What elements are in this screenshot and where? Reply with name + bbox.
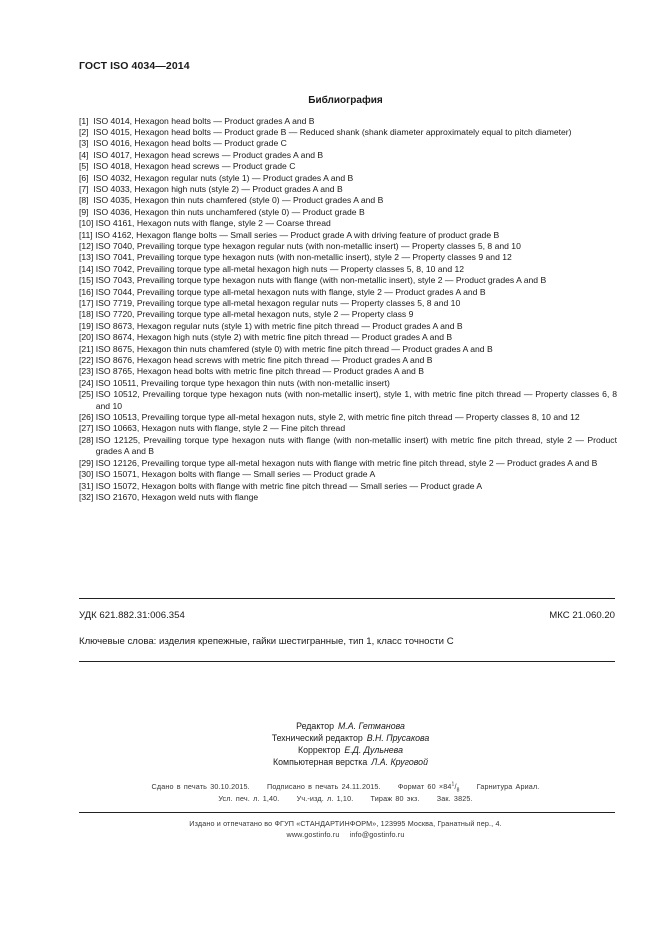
bibliography-item [79,412,617,423]
bibliography-item-text: ISO 4161, Hexagon nuts with flange, style 2 — Coarse thread [95,218,331,229]
bibliography-item-number: [1] [79,115,94,126]
bibliography-item-number: [10] [79,218,96,229]
bibliography-item-number: [26] [79,412,96,423]
divider-top [79,598,615,599]
bibliography-item-text: ISO 10511, Prevailing torque type hexagon thin nuts (with non-metallic insert) [95,377,390,388]
bibliography-item-number: [9] [79,206,94,217]
mks-code: МКС 21.060.20 [549,610,615,621]
bibliography-item-text: ISO 10513, Prevailing torque type all-metal hexagon nuts, style 2, with metric fine pitch thread — Property classes 8, 10 and 12 [95,412,580,423]
document-code: ГОСТ ISO 4034—2014 [79,60,190,72]
bibliography-item [79,469,617,480]
bibliography-item [79,173,617,184]
bibliography-item [79,230,617,241]
bibliography-item-number: [4] [79,149,94,160]
bibliography-item-text: ISO 4162, Hexagon flange bolts — Small series — Product grade A with driving feature of product grade B [95,229,500,240]
bibliography-item-text: ISO 8673, Hexagon regular nuts (style 1) with metric fine pitch thread — Product grades A and B [95,320,463,331]
bibliography-item-number: [29] [79,457,96,468]
bibliography-item-number: [17] [79,298,96,308]
bibliography-item [79,218,617,229]
udk-code: УДК 621.882.31:006.354 [79,610,185,621]
bibliography-item [79,298,617,309]
bibliography-item [79,264,617,275]
bibliography-item [79,332,617,343]
bibliography-item [79,458,617,469]
bibliography-item-number: [2] [79,126,94,137]
bibliography-item [79,321,617,332]
credit-name: М.А. Гетманова [337,721,405,731]
bibliography-item-number: [24] [79,377,96,388]
bibliography-item [79,127,617,138]
credit-role: Компьютерная верстка [273,757,368,767]
credits-block [0,720,661,768]
print-order: Зак. 3825. [436,794,473,803]
credit-line [0,732,661,744]
credit-line [0,744,661,756]
bibliography-item-text: ISO 7043, Prevailing torque type hexagon nuts with flange (with non-metallic insert), style 2 — Product grades A and B [95,275,547,286]
bibliography-item-text: ISO 8765, Hexagon head bolts with metric fine pitch thread — Product grades A and B [95,366,424,377]
print-info-line-1 [0,782,661,794]
bibliography-item [79,344,617,355]
print-signed: Подписано в печать 24.11.2015. [267,782,381,792]
bibliography-item [79,481,617,492]
bibliography-item [79,252,617,263]
bibliography-item-text: ISO 7042, Prevailing torque type all-metal hexagon high nuts — Property classes 5, 8, 10 and 12 [95,263,465,274]
bibliography-item-number: [5] [79,161,94,172]
bibliography-item-number: [12] [79,240,96,251]
bibliography-item-number: [22] [79,355,96,366]
bibliography-item-number: [7] [79,183,94,194]
bibliography-title: Библиография [308,95,383,106]
print-copies: Тираж 80 экз. [370,794,420,803]
publisher-line: Издано и отпечатано во ФГУП «СТАНДАРТИНФОРМ», 123995 Москва, Гранатный пер., 4. [189,819,502,828]
bibliography-item-number: [18] [79,309,96,320]
classification-row [79,610,615,621]
bibliography-item-number: [19] [79,320,96,331]
bibliography-item-number: [13] [79,252,96,263]
bibliography-item-number: [20] [79,332,96,343]
divider-publisher [79,812,615,813]
bibliography-item [79,207,617,218]
bibliography-item [79,423,617,434]
credit-line [0,756,661,768]
bibliography-item [79,116,617,127]
bibliography-item-text: ISO 10663, Hexagon nuts with flange, style 2 — Fine pitch thread [95,423,346,434]
bibliography-item-number: [30] [79,469,96,480]
credit-role: Корректор [298,745,341,755]
keywords: Ключевые слова: изделия крепежные, гайки шестигранные, тип 1, класс точности C [79,636,454,647]
bibliography-item [79,366,617,377]
bibliography-item [79,435,617,458]
bibliography-item-number: [15] [79,275,96,286]
credit-role: Редактор [296,721,334,731]
print-format: Формат $60 \times 84^1/_8$ [397,782,460,794]
print-edition-sheets: Уч.-изд. л. 1,10. [296,794,354,803]
bibliography-item-text: ISO 8675, Hexagon thin nuts chamfered (style 0) with metric fine pitch thread — Product grades A and B [95,343,493,354]
print-sent: Сдано в печать 30.10.2015. [151,782,250,792]
bibliography-item-text: ISO 12125, Prevailing torque type hexagon nuts with flange (with non-metallic insert) with metric fine pitch thread, style 2 — Product grades A and B [95,434,617,457]
bibliography-item-text: ISO 4016, Hexagon head bolts — Product grade C [93,138,287,149]
print-sheets: Усл. печ. л. 1,40. [218,794,280,803]
bibliography-item [79,195,617,206]
credit-name: Е.Д. Дульнева [344,745,403,755]
print-info-line-2 [0,794,661,803]
bibliography-item-text: ISO 7044, Prevailing torque type all-metal hexagon nuts with flange, style 2 — Product grades A and B [95,286,486,297]
bibliography-item-text: ISO 4036, Hexagon thin nuts unchamfered (style 0) — Product grade B [93,206,365,217]
credit-name: В.Н. Прусакова [366,733,430,743]
credit-line [0,720,661,732]
publisher-email[interactable]: info@gostinfo.ru [349,830,405,839]
bibliography-item [79,241,617,252]
credit-name: Л.А. Круговой [371,757,428,767]
bibliography-item-number: [31] [79,480,96,491]
bibliography-item-number: [27] [79,423,96,434]
bibliography-item [79,287,617,298]
bibliography-item-text: ISO 4015, Hexagon head bolts — Product grade B — Reduced shank (shank diameter approximately equal to pitch diameter) [93,126,572,137]
bibliography-item-number: [8] [79,195,94,206]
print-typeface: Гарнитура Ариал. [476,782,540,792]
bibliography-item-text: ISO 4035, Hexagon thin nuts chamfered (style 0) — Product grades A and B [93,195,384,206]
bibliography-item-text: ISO 4018, Hexagon head screws — Product grade C [93,161,296,172]
bibliography-item-text: ISO 7720, Prevailing torque type all-metal hexagon nuts, style 2 — Property class 9 [95,309,414,320]
bibliography-item-text: ISO 10512, Prevailing torque type hexagon nuts (with non-metallic insert), style 1, with metric fine pitch thread — Property classes 6, 8 and 10 [95,389,617,411]
bibliography-item-number: [28] [79,434,96,445]
bibliography-item-text: ISO 15071, Hexagon bolts with flange — Small series — Product grade A [95,469,376,480]
bibliography-item-text: ISO 8676, Hexagon head screws with metric fine pitch thread — Product grades A and B [95,355,433,366]
bibliography-item-number: [3] [79,138,94,149]
bibliography-item [79,389,617,412]
publisher-website[interactable]: www.gostinfo.ru [286,830,340,839]
bibliography-item-number: [23] [79,366,96,377]
bibliography-item [79,161,617,172]
bibliography-item [79,275,617,286]
bibliography-item-number: [11] [79,229,96,240]
bibliography-item [79,184,617,195]
bibliography-item [79,492,617,503]
bibliography-item-number: [16] [79,286,96,297]
bibliography-item-text: ISO 4017, Hexagon head screws — Product grades A and B [93,149,324,160]
bibliography-item-text: ISO 15072, Hexagon bolts with flange with metric fine pitch thread — Small series — Product grade A [95,480,483,491]
credit-role: Технический редактор [271,733,363,743]
bibliography-item-text: ISO 12126, Prevailing torque type all-metal hexagon nuts with flange with metric fine pitch thread, style 2 — Product grades A and B [95,457,598,468]
bibliography-item-text: ISO 7041, Prevailing torque type hexagon nuts (with non-metallic insert), style 2 — Property classes 9 and 12 [95,252,512,263]
bibliography-item [79,309,617,320]
publisher-contacts [0,830,661,839]
bibliography-item-text: ISO 7040, Prevailing torque type hexagon regular nuts (with non-metallic insert) — Property classes 5, 8 and 10 [95,240,521,251]
bibliography-item-text: ISO 4014, Hexagon head bolts — Product grades A and B [93,115,315,126]
bibliography-item-number: [32] [79,491,96,502]
bibliography-item-text: ISO 21670, Hexagon weld nuts with flange [95,491,259,502]
bibliography-item-number: [21] [79,343,96,354]
bibliography-item-number: [25] [79,389,96,400]
bibliography-item-text: ISO 8674, Hexagon high nuts (style 2) with metric fine pitch thread — Product grades A and B [95,332,453,343]
bibliography-item [79,150,617,161]
bibliography-item [79,355,617,366]
bibliography-item-text: ISO 4032, Hexagon regular nuts (style 1) — Product grades A and B [93,172,354,183]
bibliography-item-text: ISO 7719, Prevailing torque type all-metal hexagon regular nuts — Property classes 5, 8 and 10 [95,298,461,308]
bibliography-item [79,378,617,389]
bibliography-item [79,138,617,149]
bibliography-item-text: ISO 4033, Hexagon high nuts (style 2) — Product grades A and B [93,183,343,194]
bibliography-item-number: [14] [79,263,96,274]
bibliography-list [79,116,617,504]
divider-bottom [79,661,615,662]
bibliography-item-number: [6] [79,172,94,183]
